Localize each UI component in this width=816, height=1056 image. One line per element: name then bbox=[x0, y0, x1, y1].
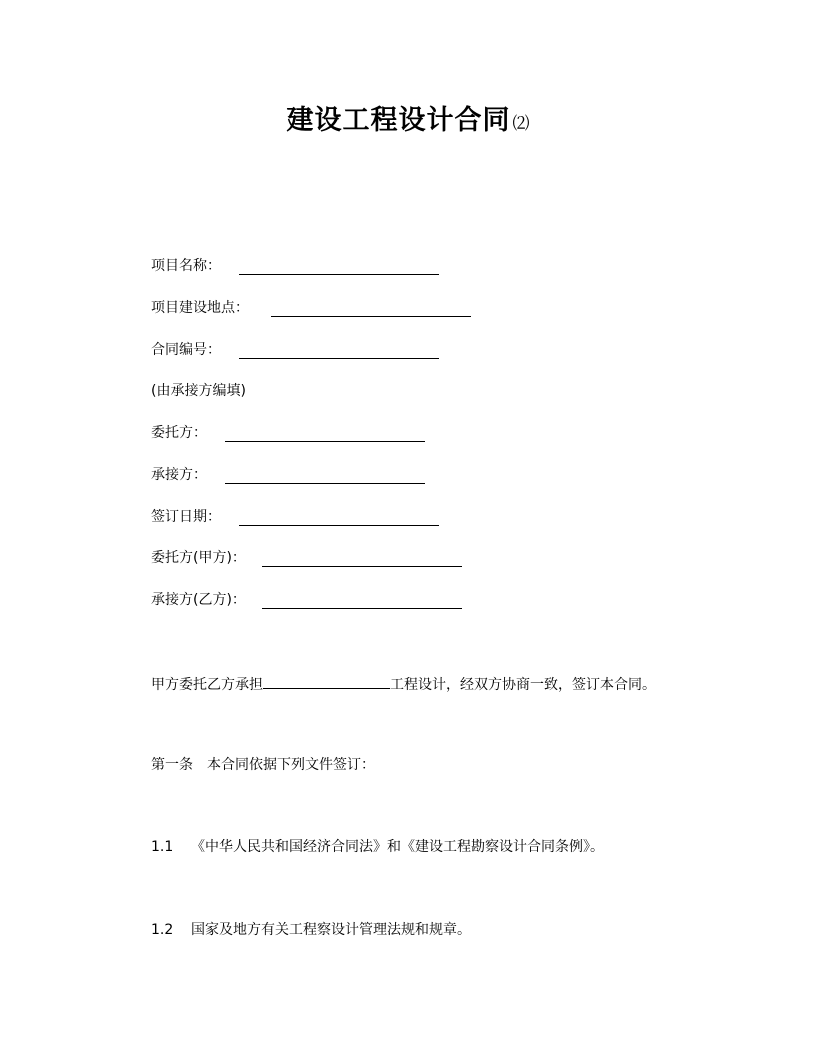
field-label: 委托方(甲方)： bbox=[151, 550, 246, 566]
clause-number: 1.2 bbox=[151, 922, 174, 938]
clause-text: 国家及地方有关工程察设计管理法规和规章。 bbox=[191, 922, 471, 938]
field-label: 签订日期： bbox=[151, 509, 221, 525]
fill-line bbox=[239, 342, 439, 359]
intro-before: 甲方委托乙方承担 bbox=[151, 677, 263, 693]
intro-after: 工程设计，经双方协商一致，签订本合同。 bbox=[390, 677, 656, 693]
field-label: 合同编号： bbox=[151, 342, 221, 358]
fill-line bbox=[262, 550, 462, 567]
field-contractor bbox=[151, 466, 425, 484]
clause-text: 《中华人民共和国经济合同法》和《建设工程勘察设计合同条例》。 bbox=[191, 839, 604, 855]
field-sign-date bbox=[151, 508, 439, 526]
article-1-heading: 第一条 本合同依据下列文件签订： bbox=[151, 757, 375, 773]
document-title bbox=[0, 98, 816, 137]
fill-line bbox=[239, 258, 439, 275]
field-label: 项目建设地点： bbox=[151, 300, 249, 316]
field-contract-number bbox=[151, 341, 439, 359]
field-client bbox=[151, 424, 425, 442]
field-label: 承接方： bbox=[151, 467, 207, 483]
fill-line bbox=[225, 425, 425, 442]
note-contractor-fill: (由承接方编填) bbox=[151, 383, 246, 399]
field-label: 承接方(乙方)： bbox=[151, 592, 246, 608]
title-suffix: ⑵ bbox=[512, 114, 530, 134]
fill-line bbox=[262, 592, 462, 609]
fill-line bbox=[225, 467, 425, 484]
intro-paragraph bbox=[151, 673, 656, 694]
clause-1-1 bbox=[151, 838, 604, 856]
field-project-location bbox=[151, 299, 471, 317]
fill-line bbox=[239, 509, 439, 526]
field-party-a bbox=[151, 549, 462, 567]
field-project-name bbox=[151, 257, 439, 275]
clause-1-2 bbox=[151, 921, 471, 939]
field-label: 委托方： bbox=[151, 425, 207, 441]
project-name-blank bbox=[263, 673, 390, 689]
field-party-b bbox=[151, 591, 462, 609]
fill-line bbox=[271, 300, 471, 317]
clause-number: 1.1 bbox=[151, 839, 174, 855]
field-label: 项目名称： bbox=[151, 258, 221, 274]
title-main: 建设工程设计合同 bbox=[286, 105, 511, 136]
